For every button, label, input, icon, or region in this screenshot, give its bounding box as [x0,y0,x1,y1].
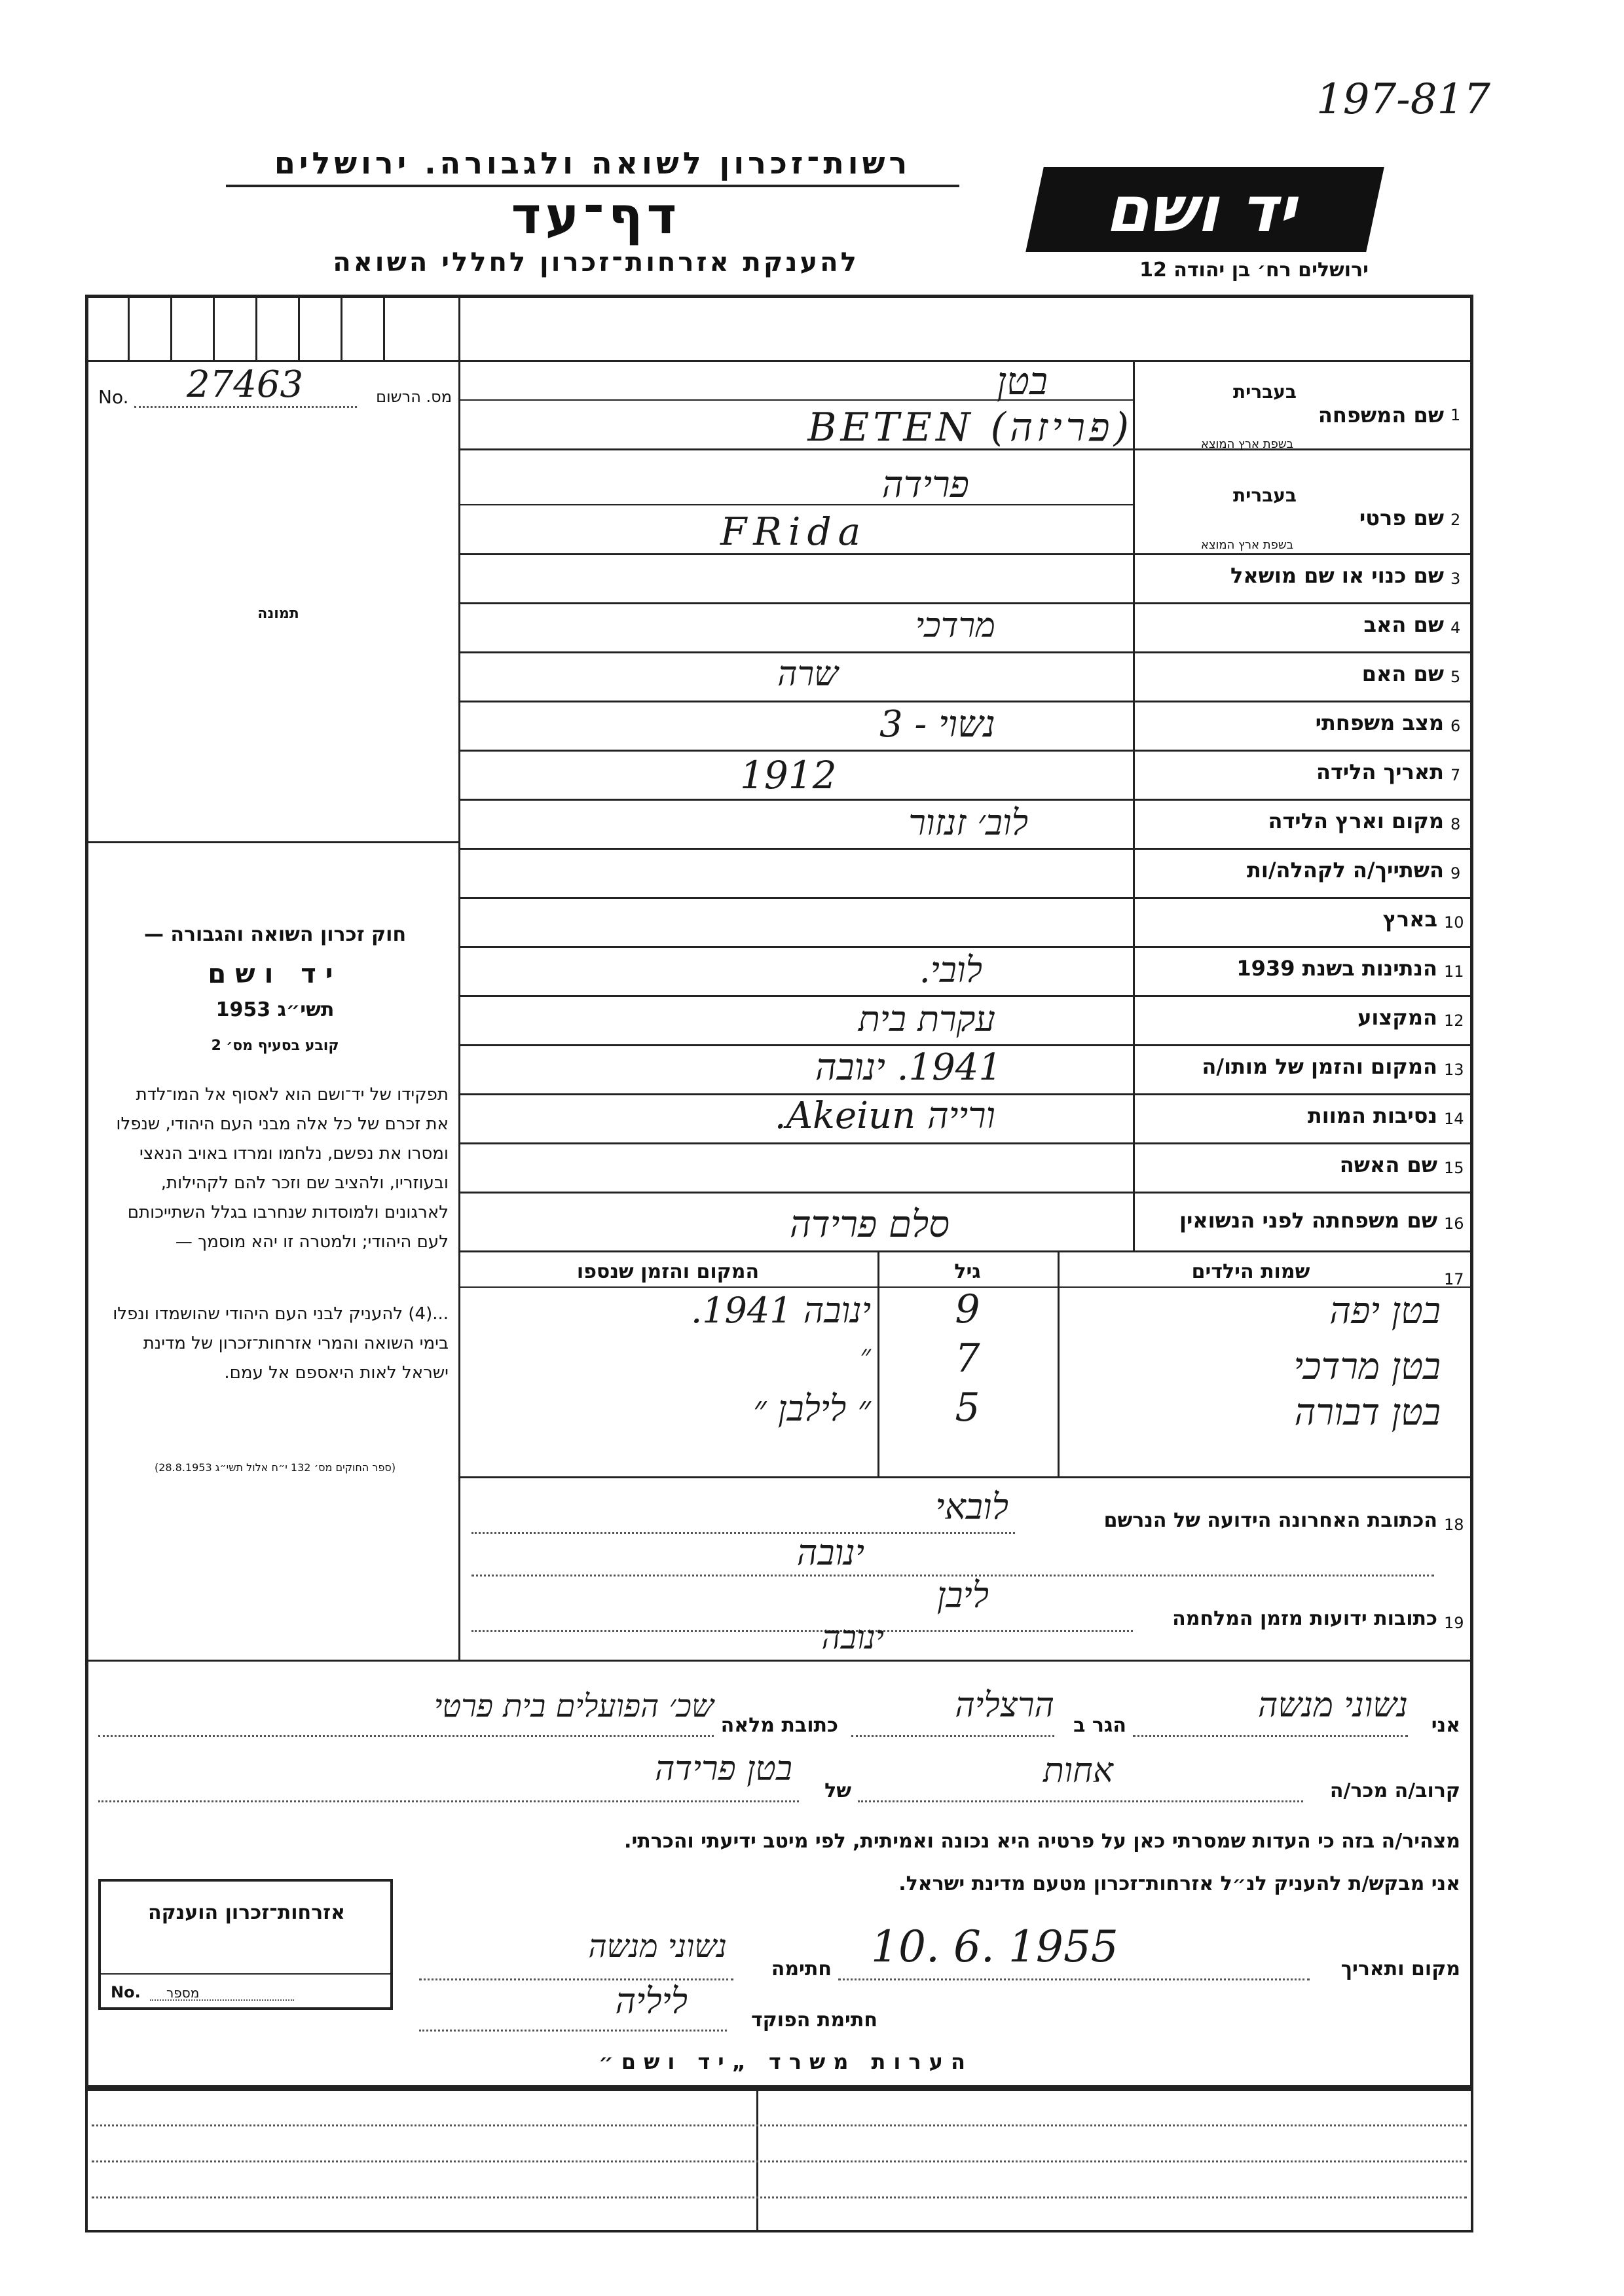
field-number: 10 [1444,913,1464,932]
child-name[interactable]: בטן מרדכי [1293,1345,1441,1388]
field-sublabel-hebrew: בעברית [1232,381,1297,403]
war-address-line-2[interactable]: ינובה [821,1618,884,1656]
family-name-hebrew-value[interactable]: בטן [997,359,1048,403]
form-subtitle: להענקת אזרחות־זכרון לחללי השואה [333,247,859,278]
registration-number: 27463 [187,363,304,406]
first-name-origin-value[interactable]: FRida [720,509,868,554]
field-label: מקום וארץ הלידה [1268,809,1444,833]
yad-vashem-logo [1025,167,1384,252]
declaration-of: של [824,1779,851,1802]
child-place[interactable]: ינובה 1941. [691,1290,871,1331]
declaration-statement: מצהיר/ה בזה כי העדות שמסרתי כאן על פרטיה היא נכונה ואמיתית, לפי מיטב ידיעתי והכרתי. [624,1830,1460,1853]
photo-area-bottom [85,841,458,843]
strip-divider [213,295,215,360]
field-number: 3 [1450,570,1461,588]
registration-no-prefix: No. [98,386,129,408]
strip-divider [255,295,257,360]
declaration-dots [98,1735,714,1737]
row-line [458,946,1473,948]
field-sublabel-origin: בשפת ארץ המוצא [1200,538,1293,552]
field-number: 9 [1450,864,1461,883]
declaration-subject[interactable]: בטן פרידה [655,1749,792,1789]
declaration-dots [851,1735,1054,1737]
field-number: 4 [1450,619,1461,637]
grant-box-number-label: מספר [166,1985,200,2001]
field-number: 11 [1444,962,1464,981]
notes-line [92,2124,1467,2126]
row-line [458,799,1473,801]
field-number: 16 [1444,1214,1464,1233]
grant-box-dots [150,1999,294,2001]
top-strip-line [85,360,1473,362]
row-line [458,848,1473,850]
row-line [458,1192,1473,1194]
field-label: מצב משפחתי [1315,710,1444,735]
row-line [458,1142,1473,1144]
child-age[interactable]: 9 [955,1286,980,1332]
field-sublabel-origin: בשפת ארץ המוצא [1200,437,1293,451]
form-title: דף־עד [511,187,681,246]
citizenship-value[interactable]: לובי. [919,949,982,991]
label-column-divider [1133,360,1135,1250]
child-place[interactable]: ״ לילבן ״ [753,1388,871,1429]
field-number: 14 [1444,1110,1464,1128]
declaration-dots [1133,1735,1408,1737]
children-col-divider [877,1250,879,1476]
children-col-names: שמות הילדים [1191,1260,1310,1283]
field-number: 19 [1444,1614,1464,1632]
death-circumstances-value[interactable]: ורייה Akeiun. [774,1095,995,1137]
family-name-origin-value[interactable]: (פריזה) BETEN [807,405,1133,450]
law-title: חוק זכרון השואה והגבורה — [143,923,407,946]
marital-status-value[interactable]: נשוי - 3 [879,703,995,746]
field-label: השתייך/ה לקהלה/ות [1246,858,1444,883]
grant-box [98,1879,393,2010]
grant-box-title: אזרחות־זכרון הוענקה [147,1901,346,1924]
strip-divider [170,295,172,360]
birth-date-value[interactable]: 1912 [740,753,837,797]
law-body-2: ...(4) להעניק לבני העם היהודי שהושמדו ונפלו בימי השואה והמרי אזרחות־זכרון של מדינת ישראל לאות היאספם אל עמם. [113,1304,449,1383]
declaration-full-address: כתובת מלאה [720,1714,838,1737]
field-number: 13 [1444,1061,1464,1079]
last-address-line-1[interactable]: לובאי [935,1486,1008,1527]
row-line [458,701,1473,702]
field-label: שם כנוי או שם מושאל [1230,563,1444,588]
declaration-ani: אני [1431,1714,1460,1737]
row-line [458,750,1473,752]
signature-value[interactable]: נשוני מנשה [588,1928,727,1965]
declarant-name[interactable]: נשוני מנשה [1257,1686,1408,1725]
place-date-value[interactable]: 10. 6. 1955 [871,1922,1118,1972]
declaration-dots [858,1800,1303,1802]
address-line: ירושלים רח׳ בן יהודה 12 [1139,259,1369,282]
field-number: 17 [1444,1270,1464,1288]
logo-text: יד ושם [1101,173,1308,246]
strip-divider [458,295,460,360]
field-number: 2 [1450,511,1461,529]
field-label: שם האב [1363,612,1444,637]
place-date-label: מקום ותאריך [1340,1958,1460,1980]
declaration-dots [419,2030,727,2032]
field-label: המקום והזמן של מותו/ה [1202,1054,1437,1079]
declaration-resides: הגר ב [1073,1714,1126,1737]
field-label: תאריך הלידה [1316,759,1444,784]
birth-place-value[interactable]: לוב׳ זנזור [908,802,1028,843]
child-age[interactable]: 5 [955,1385,980,1430]
declarant-address[interactable]: שכ׳ הפועלים בית פרטי [434,1688,714,1724]
photo-label: תמונה [257,606,299,622]
field-label: כתובות ידועות מזמן המלחמה [1172,1607,1437,1630]
row-line [458,602,1473,604]
field-number: 5 [1450,668,1461,686]
children-col-divider [1058,1250,1060,1476]
field-number: 8 [1450,815,1461,833]
officer-signature-value[interactable]: ליליה [615,1980,688,2022]
office-notes-title: הערות משרד „יד ושם״ [599,2049,973,2074]
profession-value[interactable]: עקרת בית [858,998,995,1040]
last-address-line-2[interactable]: ינובה [796,1532,864,1573]
field-number: 1 [1450,406,1461,424]
field-label: הכתובת האחרונה הידועה של הנרשם [1103,1509,1437,1532]
law-name: יד ושם [208,959,342,989]
mother-name-value[interactable]: שרה [777,655,838,694]
first-name-hebrew-value[interactable]: פרידה [881,464,969,506]
declaration-dots [98,1800,799,1802]
strip-divider [128,295,130,360]
child-place[interactable]: ״ [860,1339,871,1372]
children-col-age: גיל [954,1260,981,1283]
field-label: שם האם [1361,661,1444,686]
signature-label: חתימה [771,1958,832,1980]
strip-divider [383,295,385,360]
field-number: 7 [1450,766,1461,784]
declarant-relation[interactable]: אחות [1043,1751,1113,1791]
notes-line [92,2196,1467,2198]
children-col-place: המקום והזמן שנספו [576,1260,760,1283]
field-label: שם האשה [1339,1152,1437,1177]
field-number: 18 [1444,1516,1464,1534]
authority-line: רשות־זכרון לשואה ולגבורה. ירושלים [274,145,912,181]
row-line [458,897,1473,899]
field-number: 15 [1444,1159,1464,1177]
field-label: נסיבות המוות [1307,1103,1437,1128]
officer-signature-label: חתימת הפוקד [751,2009,877,2032]
declarant-city[interactable]: הרצליה [955,1686,1054,1725]
law-year: תשי״ג 1953 [215,998,335,1021]
declaration-relative: קרוב/ה מכר/ה [1329,1779,1460,1802]
field-label: שם המשפחה [1318,403,1444,428]
row-line [458,995,1473,997]
law-clause: קובע בסעיף מס׳ 2 [211,1038,339,1054]
notes-line [92,2160,1467,2162]
grant-box-divider [101,1973,392,1975]
death-place-value[interactable]: 1941. ינובה [815,1046,1002,1089]
field-number: 6 [1450,717,1461,735]
field-label: בארץ [1382,907,1437,932]
field-label: המקצוע [1357,1005,1437,1030]
grant-box-no: No. [111,1983,141,2001]
registration-label: מס. הרשום [376,388,452,406]
maiden-name-value[interactable]: סלם פרידה [789,1203,950,1246]
registration-dots [134,406,357,408]
child-age[interactable]: 7 [955,1336,980,1381]
strip-divider [298,295,300,360]
child-name[interactable]: בטן יפה [1329,1290,1441,1332]
field-label: שם משפחתה לפני הנשואין [1179,1208,1437,1233]
father-name-value[interactable]: מרדכי [915,606,995,646]
field-label: שם פרטי [1359,505,1444,530]
declaration-request: אני מבקש/ת להעניק לנ״ל אזרחות־זכרון מטעם מדינת ישראל. [898,1872,1460,1895]
field-label: הנתינות בשנת 1939 [1236,956,1437,981]
addresses-bottom-line [85,1660,1473,1662]
strip-divider [341,295,342,360]
law-reference: (ספר החוקים מס׳ 132 י״ח אלול תשי״ג 28.8.1953) [154,1461,396,1474]
children-table-bottom [458,1476,1473,1478]
law-body-1: תפקידו של יד־ושם הוא לאסוף אל המו־לדת את זכרם של כל אלה מבני העם היהודי, שנפלו ומסרו את נפשם, נלחמו ומרדו באויב הנאצי ובעוזריו, ולהציב שם וזכר להם לקהילות, לארגונים ולמוסדות שנחרבו בגלל השתייכותם לעם היהודי; ולמטרה זו יהא מוסמך — [116,1085,449,1252]
field-number: 12 [1444,1011,1464,1030]
row-line [458,651,1473,653]
field-sublabel-hebrew: בעברית [1232,484,1297,506]
war-address-line-1[interactable]: ליבן [936,1575,989,1616]
row-line [458,1250,1473,1252]
child-name[interactable]: בטן דבורה [1294,1391,1441,1434]
declaration-dots [838,1978,1310,1980]
archive-number: 197-817 [1316,75,1490,124]
